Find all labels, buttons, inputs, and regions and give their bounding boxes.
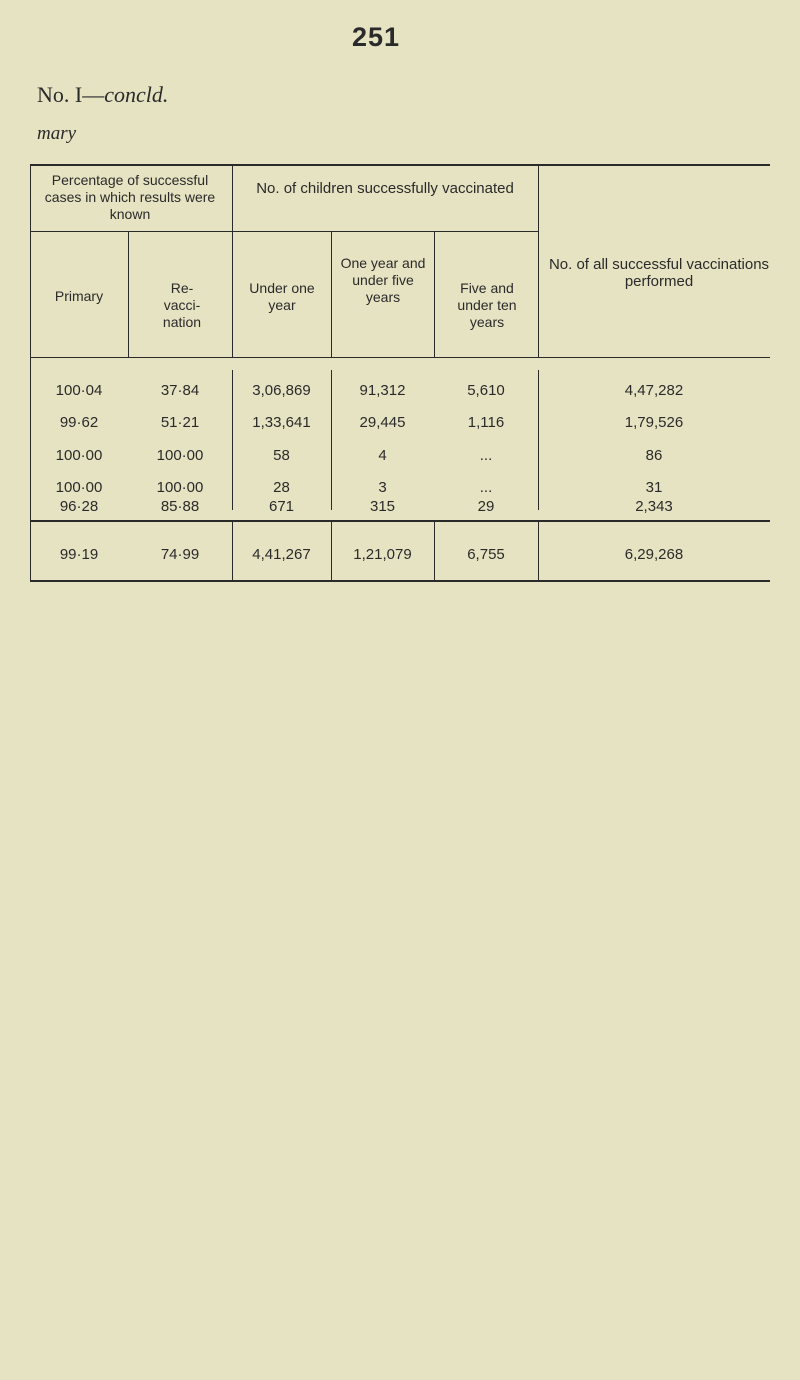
cell-primary: 100·00 [55,447,103,464]
cell-under-one: 28 [273,479,290,496]
cell-one-to-five: 3 [378,479,387,496]
cell-all-successful: 1,79,526 [624,414,684,431]
page-subheading: mary [37,123,77,144]
header-one-to-five-years: One year and under five years [340,255,426,305]
cell-revaccination: 37·84 [160,382,200,399]
table-left-rule [30,164,31,581]
header-under-one-year: Under one year [249,280,315,313]
col-rule-3 [331,232,332,358]
total-primary: 99·19 [59,546,99,563]
header-bottom-rule [30,357,770,358]
page-heading [37,82,168,108]
cell-under-one: 671 [268,498,295,515]
col-rule-4 [434,232,435,358]
cell-revaccination: 85·88 [160,498,200,515]
header-five-to-ten-years: Five and under ten years [457,280,517,330]
total-under-one: 4,41,267 [252,546,311,563]
table-top-rule [30,164,770,166]
header-mid-rule [30,231,538,232]
total-five-to-ten: 6,755 [467,546,505,563]
cell-under-one: 3,06,869 [252,382,311,399]
col-rule-2 [232,164,233,358]
col-rule-5 [538,164,539,358]
cell-primary: 100·04 [55,382,103,399]
header-primary: Primary [54,288,104,304]
cell-under-one: 1,33,641 [252,414,311,431]
cell-all-successful: 31 [645,479,663,496]
total-revaccination: 74·99 [160,546,200,563]
cell-one-to-five: 29,445 [359,414,406,431]
total-all-successful: 6,29,268 [624,546,684,563]
heading-prefix: No. I— [37,82,105,107]
cell-five-to-ten: ... [479,479,493,496]
header-all-successful: No. of all successful vaccinations performed [548,256,770,290]
cell-all-successful: 2,343 [635,498,673,515]
cell-all-successful: 86 [645,447,663,464]
col-rule-1 [128,232,129,358]
header-percentage-successful: Percentage of successful cases in which results were known [44,172,216,222]
cell-five-to-ten: ... [479,447,493,464]
header-revaccination: Re-vacci- nation [162,280,202,330]
cell-primary: 100·00 [55,479,103,496]
cell-five-to-ten: 5,610 [467,382,505,399]
cell-all-successful: 4,47,282 [624,382,684,399]
cell-primary: 96·28 [59,498,99,515]
heading-suffix: concld. [104,82,169,107]
cell-one-to-five: 4 [378,447,387,464]
cell-five-to-ten: 1,116 [467,414,505,431]
cell-under-one: 58 [273,447,290,464]
header-children-vaccinated: No. of children successfully vaccinated [256,180,514,197]
cell-one-to-five: 91,312 [359,382,406,399]
cell-revaccination: 100·00 [156,479,204,496]
cell-one-to-five: 315 [369,498,396,515]
cell-revaccination: 100·00 [156,447,204,464]
total-top-rule [30,520,770,522]
table-bottom-rule [30,580,770,582]
total-one-to-five: 1,21,079 [353,546,412,563]
cell-primary: 99·62 [59,414,99,431]
cell-revaccination: 51·21 [160,414,200,431]
page-number: 251 [352,22,401,52]
cell-five-to-ten: 29 [477,498,495,515]
